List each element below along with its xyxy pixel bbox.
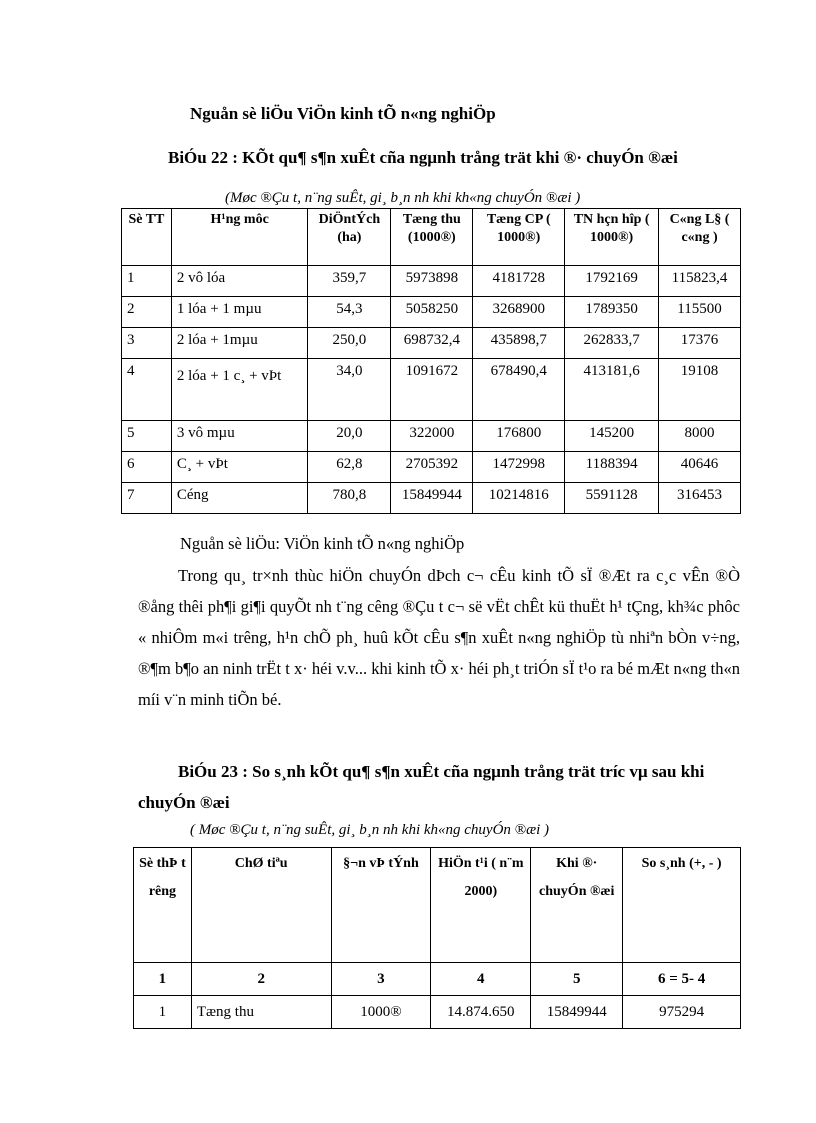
cell: Céng [171, 483, 308, 514]
table-row [122, 328, 741, 359]
paragraph-text: Trong qu¸ tr×nh thùc hiÖn chuyÓn dÞch c¬ cÊu kinh tÕ sÏ ®Æt ra c¸c vÊn ®Ò ®ång thêi ph¶i gi¶i quyÕt nh t¨ng cêng ®Çu t c¬ së vËt chÊt kü thuËt h¹ tÇng, kh¾c phôc « nhiÔm m«i trêng, h¹n chÕ ph¸ huû kÕt cÊu s¶n xuÊt n«ng nghiÖp tù nhiªn bÒn v÷ng, ®¶m b¶o an ninh trËt t x· héi v.v... khi kinh tÕ x· héi ph¸t triÓn sÏ t¹o ra bé mÆt n«ng th«n míi v¨n minh tiÕn bé. [138, 566, 740, 709]
table22-header-item: H¹ng môc [171, 209, 308, 266]
cell: 17376 [659, 328, 741, 359]
cell: 3 vô mµu [171, 421, 308, 452]
table23-subtitle: ( Møc ®Çu t, n¨ng suÊt, gi¸ b¸n nh khi kh«ng chuyÓn ®æi ) [190, 822, 549, 838]
table23-header-unit: §¬n vÞ tÝnh [331, 848, 431, 963]
cell: 780,8 [308, 483, 391, 514]
table23-header-row [134, 848, 741, 963]
cell: 4 [122, 359, 172, 421]
cell: 2 [191, 963, 331, 996]
cell: 2 lóa + 1 c¸ + vÞt [171, 359, 308, 421]
table23-header-current: HiÖn t¹i ( n¨m 2000) [431, 848, 531, 963]
source-note-mid: Nguån sè liÖu: ViÖn kinh tÕ n«ng nghiÖp [180, 534, 465, 553]
cell: 4181728 [473, 266, 565, 297]
cell: 54,3 [308, 297, 391, 328]
table22-header-area: DiÖntÝch (ha) [308, 209, 391, 266]
table22-header-revenue: Tæng thu (1000®) [391, 209, 473, 266]
table-row [122, 297, 741, 328]
cell: 698732,4 [391, 328, 473, 359]
table22-header-row [122, 209, 741, 266]
table-row [122, 266, 741, 297]
cell: 8000 [659, 421, 741, 452]
cell: 2705392 [391, 452, 473, 483]
cell: 34,0 [308, 359, 391, 421]
table-row-total [122, 483, 741, 514]
table22-header-stt: Sè TT [122, 209, 172, 266]
cell: 1 [122, 266, 172, 297]
cell: 2 vô lóa [171, 266, 308, 297]
cell: 2 lóa + 1mµu [171, 328, 308, 359]
cell: 262833,7 [565, 328, 659, 359]
cell: 1 lóa + 1 mµu [171, 297, 308, 328]
table-row [134, 996, 741, 1029]
cell: 1091672 [391, 359, 473, 421]
cell: 322000 [391, 421, 473, 452]
cell: 5058250 [391, 297, 473, 328]
cell: 62,8 [308, 452, 391, 483]
table-row [122, 452, 741, 483]
cell: 1 [134, 963, 192, 996]
source-note-top: Nguån sè liÖu ViÖn kinh tÕ n«ng nghiÖp [190, 104, 496, 123]
cell: 413181,6 [565, 359, 659, 421]
cell: 1188394 [565, 452, 659, 483]
table23-header-stt: Sè thÞ trêng [134, 848, 192, 963]
cell: 359,7 [308, 266, 391, 297]
cell: 20,0 [308, 421, 391, 452]
table22-header-cost: Tæng CP ( 1000®) [473, 209, 565, 266]
cell: 975294 [623, 996, 741, 1029]
table22-header-labor: C«ng L§ ( c«ng ) [659, 209, 741, 266]
table23 [133, 847, 741, 1029]
cell: 15849944 [531, 996, 623, 1029]
cell: 15849944 [391, 483, 473, 514]
cell: 4 [431, 963, 531, 996]
table-row [122, 359, 741, 421]
cell: 1 [134, 996, 192, 1029]
cell: 115823,4 [659, 266, 741, 297]
cell: 10214816 [473, 483, 565, 514]
body-paragraph [138, 560, 740, 715]
cell: 6 [122, 452, 172, 483]
cell: 5591128 [565, 483, 659, 514]
cell: 7 [122, 483, 172, 514]
cell: 1472998 [473, 452, 565, 483]
table23-header-after: Khi ®· chuyÓn ®æi [531, 848, 623, 963]
cell: 5 [122, 421, 172, 452]
cell: 435898,7 [473, 328, 565, 359]
cell: 3 [122, 328, 172, 359]
cell: 1792169 [565, 266, 659, 297]
cell: Tæng thu [191, 996, 331, 1029]
cell: 2 [122, 297, 172, 328]
cell: 40646 [659, 452, 741, 483]
cell: 5973898 [391, 266, 473, 297]
table22-header-income: TN hçn hîp ( 1000®) [565, 209, 659, 266]
cell: 6 = 5- 4 [623, 963, 741, 996]
table22 [121, 208, 741, 514]
cell: 3 [331, 963, 431, 996]
table-row [122, 421, 741, 452]
cell: 1789350 [565, 297, 659, 328]
cell: C¸ + vÞt [171, 452, 308, 483]
cell: 678490,4 [473, 359, 565, 421]
cell: 115500 [659, 297, 741, 328]
table22-subtitle: (Møc ®Çu t, n¨ng suÊt, gi¸ b¸n nh khi kh«ng chuyÓn ®æi ) [225, 190, 581, 206]
cell: 14.874.650 [431, 996, 531, 1029]
table22-title: BiÓu 22 : KÕt qu¶ s¶n xuÊt cña ngµnh trång trät khi ®· chuyÓn ®æi [168, 148, 678, 167]
cell: 3268900 [473, 297, 565, 328]
cell: 19108 [659, 359, 741, 421]
cell: 5 [531, 963, 623, 996]
table23-header-indicator: ChØ tiªu [191, 848, 331, 963]
cell: 316453 [659, 483, 741, 514]
table23-header-compare: So s¸nh (+, - ) [623, 848, 741, 963]
cell: 145200 [565, 421, 659, 452]
cell: 250,0 [308, 328, 391, 359]
table23-index-row [134, 963, 741, 996]
cell: 1000® [331, 996, 431, 1029]
cell: 176800 [473, 421, 565, 452]
table23-title: BiÓu 23 : So s¸nh kÕt qu¶ s¶n xuÊt cña ngµnh trång trät tríc vµ sau khi chuyÓn ®æi [138, 762, 705, 812]
